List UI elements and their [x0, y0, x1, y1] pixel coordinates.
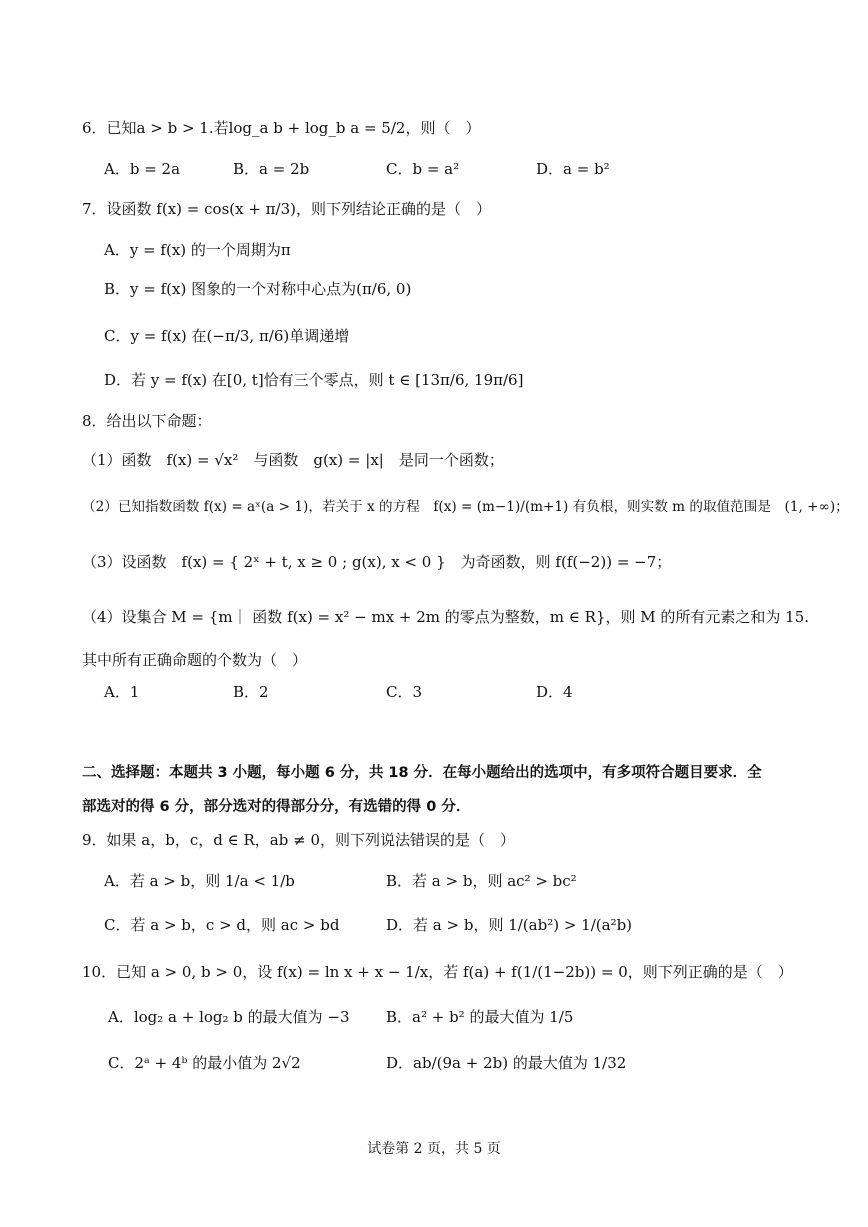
question-8-option-d: D．4 [536, 683, 573, 701]
question-6-option-a: A．b = 2a [104, 160, 181, 178]
question-10-stem: 10．已知 a > 0, b > 0，设 f(x) = ln x + x − 1/x，若 f(a) + f(1/(1−2b)) = 0，则下列正确的是（ ） [82, 963, 793, 981]
section-2-heading-line-1: 二、选择题：本题共 3 小题，每小题 6 分，共 18 分．在每小题给出的选项中，有多项符合题目要求．全 [82, 765, 762, 781]
question-7-stem: 7．设函数 f(x) = cos(x + π/3)，则下列结论正确的是（ ） [82, 200, 491, 218]
question-8-item-3: （3）设函数 f(x) = { 2ˣ + t, x ≥ 0 ; g(x), x < 0 } 为奇函数，则 f(f(−2)) = −7； [82, 553, 672, 571]
section-2-heading-line-2: 部选对的得 6 分，部分选对的得部分分，有选错的得 0 分． [82, 799, 471, 815]
question-6-stem: 6．已知a > b > 1.若log_a b + log_b a = 5/2，则（ ） [82, 119, 481, 137]
question-8-option-c: C．3 [386, 683, 423, 701]
question-7-option-a: A．y = f(x) 的一个周期为π [104, 241, 291, 259]
question-8-option-a: A．1 [104, 683, 140, 701]
question-6-option-d: D．a = b² [536, 160, 610, 178]
question-9-option-b: B．若 a > b，则 ac² > bc² [386, 872, 577, 890]
question-6-option-b: B．a = 2b [233, 160, 310, 178]
question-10-option-b: B．a² + b² 的最大值为 1/5 [386, 1008, 574, 1026]
question-8-item-2: （2）已知指数函数 f(x) = aˣ(a > 1)，若关于 x 的方程 f(x) = (m−1)/(m+1) 有负根，则实数 m 的取值范围是 (1, +∞)； [82, 499, 849, 515]
question-8-item-1: （1）函数 f(x) = √x² 与函数 g(x) = |x| 是同一个函数； [82, 451, 504, 469]
question-7-option-c: C．y = f(x) 在(−π/3, π/6)单调递增 [104, 327, 350, 345]
question-8-ask: 其中所有正确命题的个数为（ ） [82, 651, 308, 669]
question-10-option-d: D．ab/(9a + 2b) 的最大值为 1/32 [386, 1054, 627, 1072]
question-8-option-b: B．2 [233, 683, 269, 701]
question-8-stem: 8．给出以下命题： [82, 412, 212, 430]
question-6-option-c: C．b = a² [386, 160, 460, 178]
question-7-option-d: D．若 y = f(x) 在[0, t]恰有三个零点，则 t ∈ [13π/6, 19π/6] [104, 371, 524, 389]
question-9-option-d: D．若 a > b，则 1/(ab²) > 1/(a²b) [386, 916, 633, 934]
question-10-option-a: A．log₂ a + log₂ b 的最大值为 −3 [108, 1008, 350, 1026]
question-9-option-c: C．若 a > b，c > d，则 ac > bd [104, 916, 340, 934]
question-7-option-b: B．y = f(x) 图象的一个对称中心点为(π/6, 0) [104, 280, 412, 298]
question-9-stem: 9．如果 a，b，c，d ∈ R，ab ≠ 0，则下列说法错误的是（ ） [82, 831, 515, 849]
page-footer: 试卷第 2 页，共 5 页 [367, 1141, 501, 1157]
question-8-item-4: （4）设集合 M = {m｜ 函数 f(x) = x² − mx + 2m 的零点为整数，m ∈ R}，则 M 的所有元素之和为 15. [82, 608, 810, 626]
question-10-option-c: C．2ᵃ + 4ᵇ 的最小值为 2√2 [108, 1054, 301, 1072]
question-9-option-a: A．若 a > b，则 1/a < 1/b [104, 872, 295, 890]
